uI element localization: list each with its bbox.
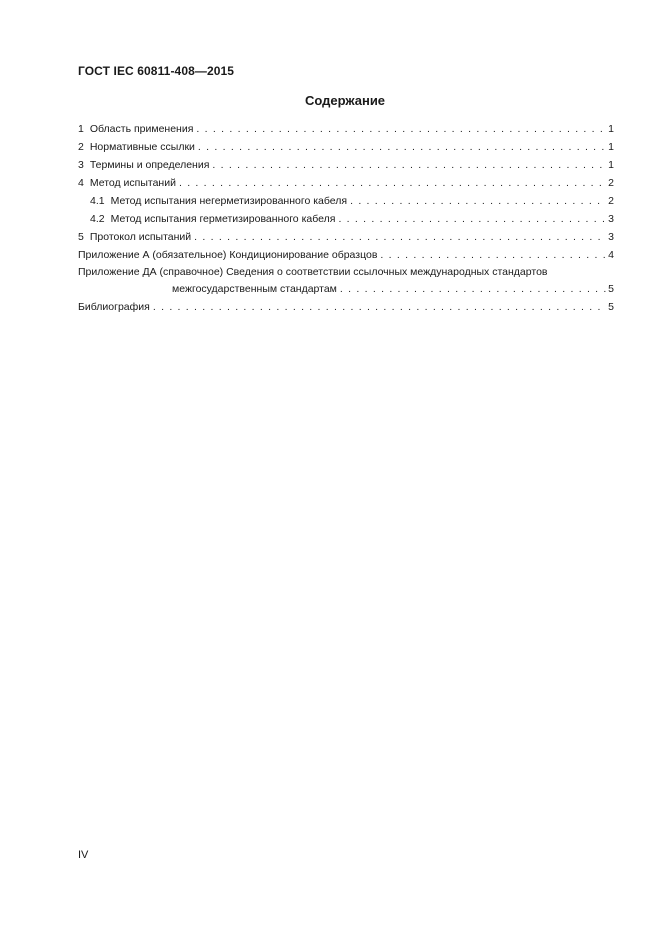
toc-entry-page: 5 [608,283,614,295]
table-of-contents [78,120,614,316]
toc-subentry[interactable] [78,210,614,228]
page-number: IV [78,849,89,861]
toc-entry-page: 1 [608,123,614,135]
toc-entry-title: Термины и определения [89,159,210,171]
toc-appendix-entry[interactable] [78,246,614,264]
toc-entry-title: Протокол испытаний [89,231,192,243]
toc-appendix-entry-line1[interactable] [78,264,614,280]
toc-entry-page: 1 [608,159,614,171]
toc-entry[interactable] [78,228,614,246]
toc-entry-page: 4 [608,249,614,261]
toc-entry-title: Метод испытаний [89,177,176,189]
toc-title: Содержание [304,93,386,108]
toc-entry[interactable] [78,138,614,156]
toc-entry-title: Нормативные ссылки [89,141,195,153]
dot-leader [194,228,606,246]
toc-entry[interactable] [78,174,614,192]
toc-entry-number: 4.2 [90,213,105,225]
toc-entry-number: 4 [78,177,84,189]
toc-appendix-entry-line2[interactable] [78,280,614,298]
dot-leader [350,192,606,210]
toc-entry-page: 3 [608,213,614,225]
toc-entry-title: Приложение ДА (справочное) Сведения о соответствии ссылочных международных стандартов [78,266,548,278]
dot-leader [153,298,606,316]
toc-entry-title: Метод испытания герметизированного кабеля [110,213,336,225]
toc-entry-title-continued: межгосударственным стандартам [172,283,337,295]
toc-entry-number: 1 [78,123,84,135]
toc-entry[interactable] [78,156,614,174]
dot-leader [340,280,606,298]
toc-entry-number: 4.1 [90,195,105,207]
toc-entry-number: 3 [78,159,84,171]
toc-entry-page: 3 [608,231,614,243]
toc-entry-title: Приложение А (обязательное) Кондиционирование образцов [78,249,378,261]
toc-entry-page: 2 [608,177,614,189]
toc-entry-page: 2 [608,195,614,207]
toc-entry-title: Библиография [78,301,150,313]
dot-leader [380,246,606,264]
dot-leader [338,210,606,228]
document-code: ГОСТ IEC 60811-408—2015 [78,64,235,78]
toc-entry-page: 1 [608,141,614,153]
dot-leader [179,174,606,192]
toc-subentry[interactable] [78,192,614,210]
toc-entry-title: Метод испытания негерметизированного кабеля [110,195,348,207]
toc-bibliography-entry[interactable] [78,298,614,316]
toc-entry-title: Область применения [89,123,194,135]
toc-entry-page: 5 [608,301,614,313]
toc-entry-number: 5 [78,231,84,243]
dot-leader [196,120,606,138]
dot-leader [198,138,606,156]
toc-entry-number: 2 [78,141,84,153]
toc-entry[interactable] [78,120,614,138]
dot-leader [212,156,606,174]
